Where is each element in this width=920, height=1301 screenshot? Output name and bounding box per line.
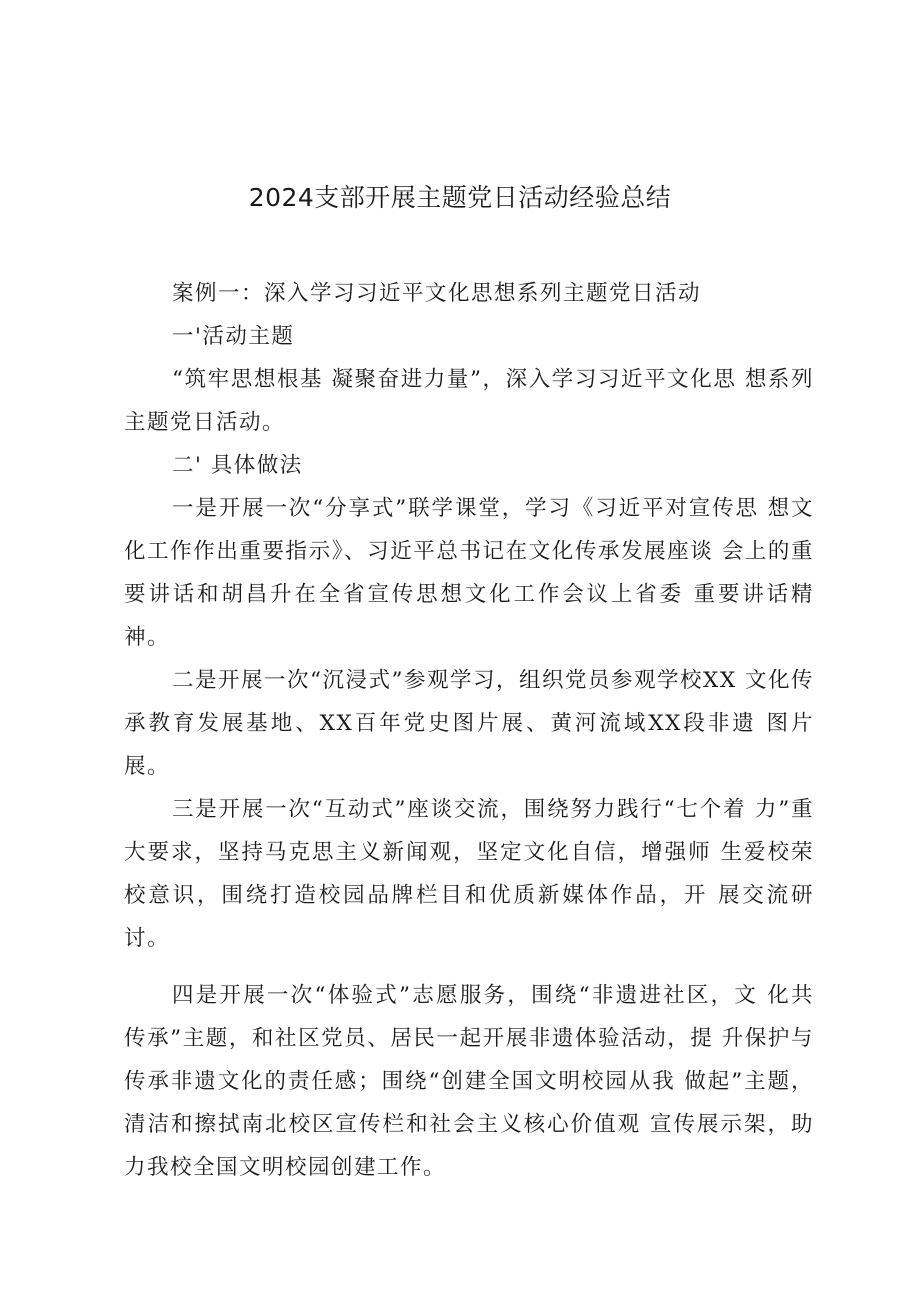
paragraph-practice-3: 三是开展一次“互动式”座谈交流，围绕努力践行“七个着 力”重大要求，坚持马克思主义新闻观，坚定文化自信，增强师 生爱校荣校意识，围绕打造校园品牌栏目和优质新媒体作品，开 展交流研讨。 [124, 797, 814, 951]
section-heading-activity-theme: 一'活动主题 [172, 324, 295, 349]
section-heading-practice: 二' 具体做法 [172, 453, 303, 478]
paragraph-theme: “筑牢思想根基 凝聚奋进力量”，深入学习习近平文化思 想系列主题党日活动。 [124, 367, 814, 435]
document-title: 2024支部开展主题党日活动经验总结 [248, 183, 672, 212]
paragraph-practice-4: 四是开展一次“体验式”志愿服务，围绕“非遗进社区，文 化共传承”主题，和社区党员、居民一起开展非遗体验活动，提 升保护与传承非遗文化的责任感；围绕“创建全国文明校园从我 做起”主题，清洁和擦拭南北校区宣传栏和社会主义核心价值观 宣传展示架，助力我校全国文明校园创建工作。 [124, 983, 814, 1180]
document-body [124, 272, 814, 1189]
case-heading: 案例一：深入学习习近平文化思想系列主题党日活动 [172, 281, 702, 306]
paragraph-practice-1: 一是开展一次“分享式”联学课堂，学习《习近平对宣传思 想文化工作作出重要指示》、习近平总书记在文化传承发展座谈 会上的重要讲话和胡昌升在全省宣传思想文化工作会议上省委 重要讲话精神。 [124, 496, 814, 650]
paragraph-practice-2: 二是开展一次“沉浸式”参观学习，组织党员参观学校XX 文化传承教育发展基地、XX百年党史图片展、黄河流域XX段非遗 图片展。 [124, 668, 814, 779]
